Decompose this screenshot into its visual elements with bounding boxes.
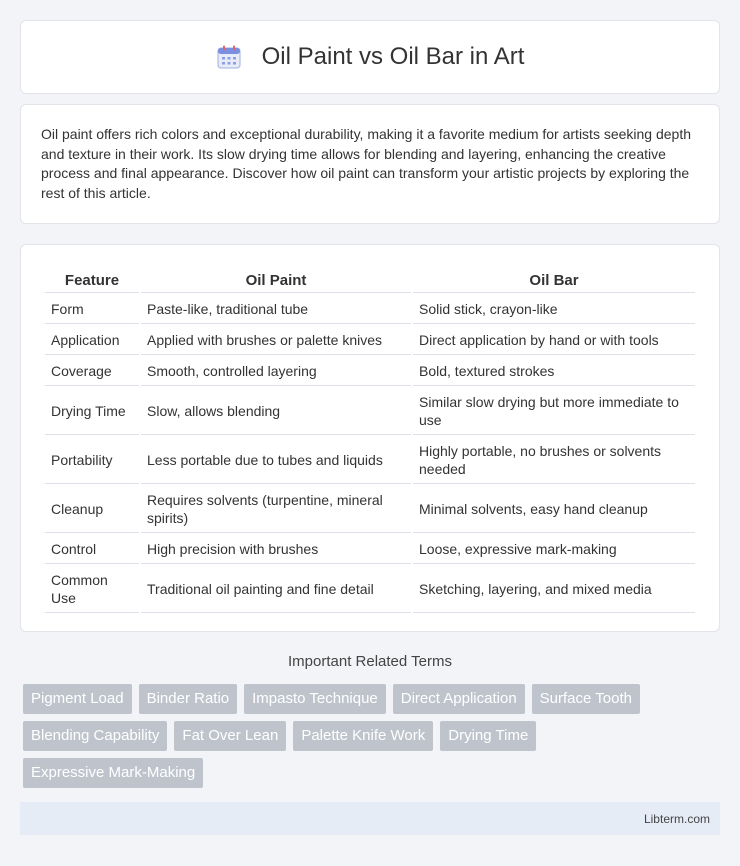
header-oil-bar: Oil Bar xyxy=(413,267,695,293)
row-oil-paint: Applied with brushes or palette knives xyxy=(141,326,411,355)
calendar-icon xyxy=(216,44,242,70)
row-oil-bar: Highly portable, no brushes or solvents needed xyxy=(413,437,695,484)
intro-text: Oil paint offers rich colors and exceptional durability, making it a favorite medium for artists seeking depth and texture in their work. Its slow drying time allows for blending and layering, enhancing the creative process and final appearance. Discover how oil paint can transform your artistic projects by exploring the rest of this article. xyxy=(41,126,692,201)
term-tag[interactable]: Blending Capability xyxy=(23,721,167,751)
page-title: Oil Paint vs Oil Bar in Art xyxy=(261,43,525,70)
row-feature: Application xyxy=(45,326,139,355)
term-tag[interactable]: Pigment Load xyxy=(23,684,132,714)
table-row xyxy=(45,486,695,533)
row-oil-bar: Sketching, layering, and mixed media xyxy=(413,566,695,613)
row-oil-paint: Traditional oil painting and fine detail xyxy=(141,566,411,613)
header-feature: Feature xyxy=(45,267,139,293)
related-terms-title: Important Related Terms xyxy=(288,653,452,670)
table-row xyxy=(45,295,695,324)
row-oil-bar: Loose, expressive mark-making xyxy=(413,535,695,564)
row-feature: Cleanup xyxy=(45,486,139,533)
row-oil-bar: Similar slow drying but more immediate to use xyxy=(413,388,695,435)
footer-link[interactable]: Libterm.com xyxy=(643,811,710,826)
row-oil-paint: Paste-like, traditional tube xyxy=(141,295,411,324)
table-row xyxy=(45,326,695,355)
related-terms-list xyxy=(23,684,723,788)
row-oil-paint: Less portable due to tubes and liquids xyxy=(141,437,411,484)
header-card xyxy=(20,20,720,94)
row-oil-paint: Smooth, controlled layering xyxy=(141,357,411,386)
header-oil-paint: Oil Paint xyxy=(141,267,411,293)
table-row xyxy=(45,388,695,435)
table-row xyxy=(45,535,695,564)
term-tag[interactable]: Palette Knife Work xyxy=(293,721,433,751)
row-oil-bar: Bold, textured strokes xyxy=(413,357,695,386)
row-feature: Coverage xyxy=(45,357,139,386)
intro-card xyxy=(20,104,720,224)
term-tag[interactable]: Impasto Technique xyxy=(244,684,386,714)
term-tag[interactable]: Drying Time xyxy=(440,721,536,751)
row-oil-bar: Solid stick, crayon-like xyxy=(413,295,695,324)
comparison-table-card xyxy=(20,244,720,632)
row-feature: Drying Time xyxy=(45,388,139,435)
term-tag[interactable]: Surface Tooth xyxy=(532,684,640,714)
term-tag[interactable]: Binder Ratio xyxy=(139,684,238,714)
row-feature: Portability xyxy=(45,437,139,484)
table-row xyxy=(45,357,695,386)
term-tag[interactable]: Direct Application xyxy=(393,684,525,714)
row-oil-paint: Requires solvents (turpentine, mineral spirits) xyxy=(141,486,411,533)
row-feature: Form xyxy=(45,295,139,324)
table-row xyxy=(45,437,695,484)
row-oil-bar: Direct application by hand or with tools xyxy=(413,326,695,355)
row-oil-bar: Minimal solvents, easy hand cleanup xyxy=(413,486,695,533)
footer xyxy=(20,802,720,835)
comparison-table xyxy=(43,265,697,615)
row-oil-paint: High precision with brushes xyxy=(141,535,411,564)
row-feature: Common Use xyxy=(45,566,139,613)
table-row xyxy=(45,566,695,613)
row-oil-paint: Slow, allows blending xyxy=(141,388,411,435)
row-feature: Control xyxy=(45,535,139,564)
term-tag[interactable]: Fat Over Lean xyxy=(174,721,286,751)
table-header-row xyxy=(45,267,695,293)
term-tag[interactable]: Expressive Mark-Making xyxy=(23,758,203,788)
